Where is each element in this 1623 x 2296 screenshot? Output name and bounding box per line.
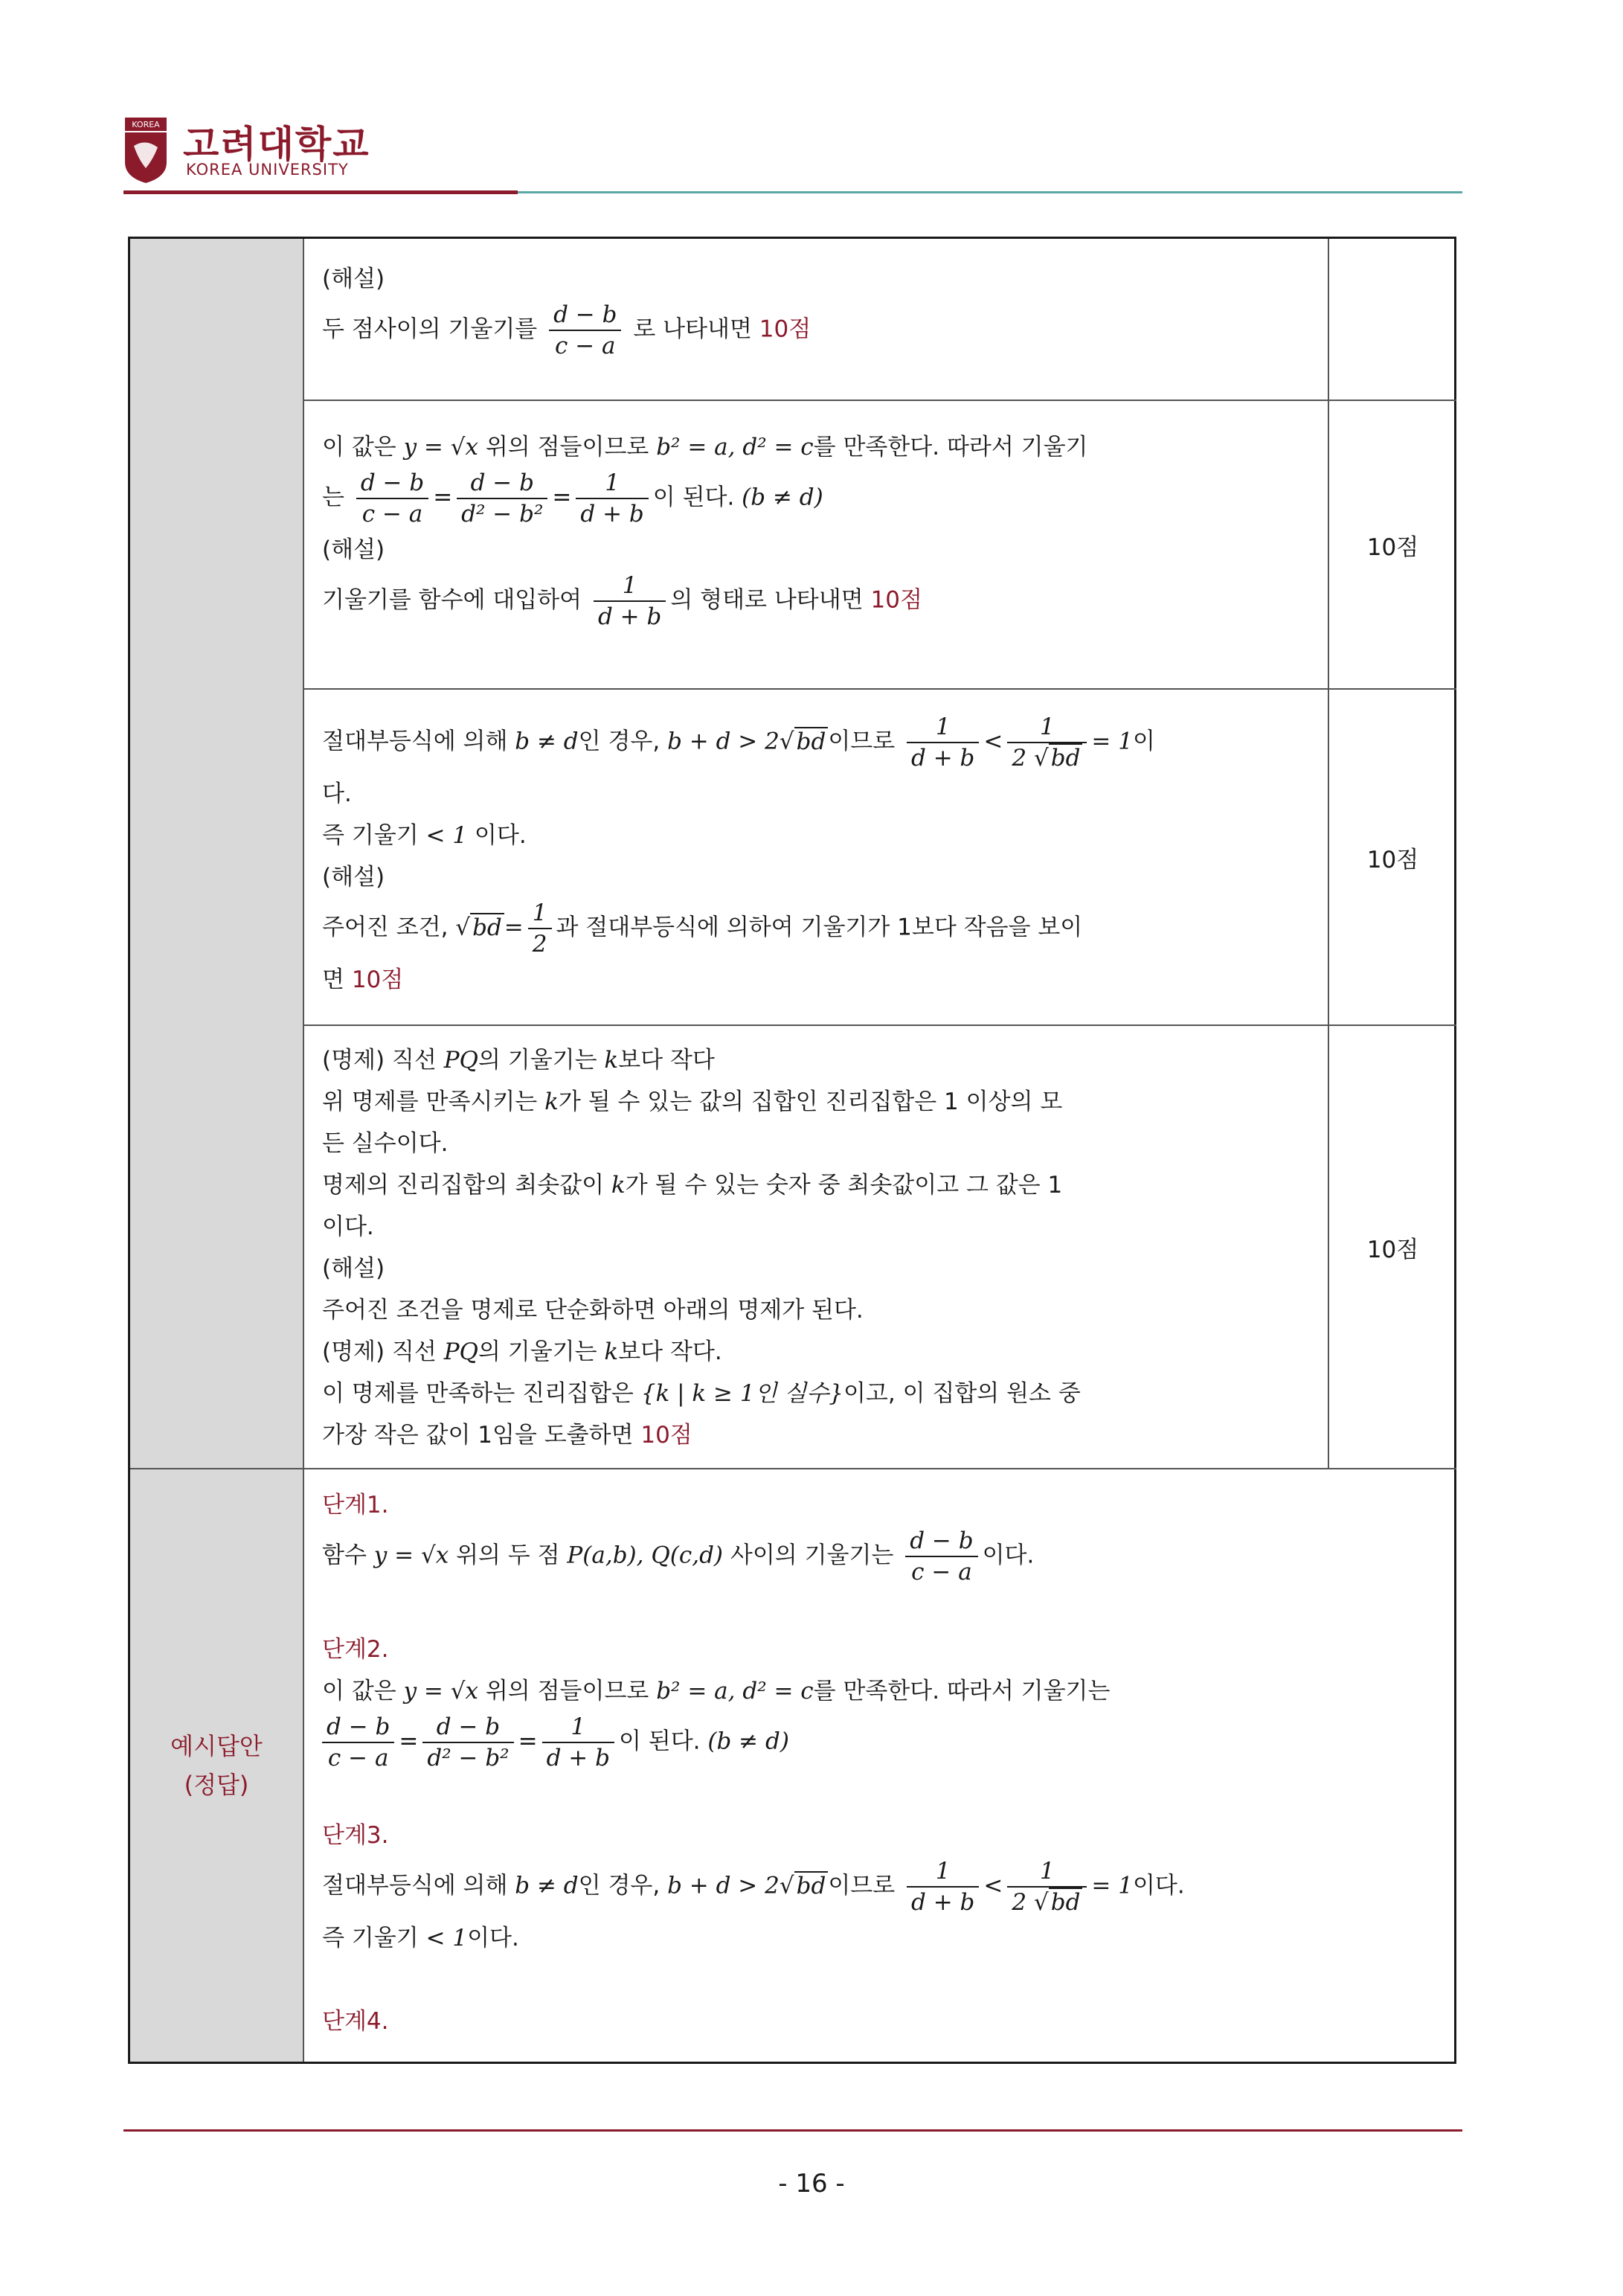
text: 이다. (982, 1542, 1035, 1569)
math: b² = a, d² = c (656, 1678, 814, 1705)
text: 이 된다. (652, 484, 735, 511)
math: y = √x (403, 434, 478, 461)
haeseol-label: (해설) (322, 266, 385, 292)
fraction: $\frac{1}{d + b}$ (907, 712, 979, 773)
math: {k | k ≥ 1인 실수} (640, 1380, 843, 1407)
points: 10점 (759, 315, 812, 343)
math: (b ≠ d) (707, 1728, 789, 1755)
math: b + d > 2 (667, 1872, 780, 1899)
logo-english-name: KOREA UNIVERSITY (186, 161, 349, 179)
points: 10점 (351, 966, 404, 993)
math: k (604, 1338, 619, 1365)
svg-text:KOREA: KOREA (132, 120, 160, 129)
step-label: 단계1. (322, 1492, 389, 1519)
math: = 1 (1091, 1872, 1133, 1899)
text: 위의 점들이므로 (485, 434, 649, 461)
text: 두 점사이의 기울기를 (322, 315, 538, 343)
fraction: $\frac{d - b}{c - a}$ (549, 300, 621, 361)
university-emblem-icon (123, 116, 168, 185)
text: 를 만족한다. 따라서 기울기는 (813, 1678, 1111, 1705)
score-cell: 10점 (1366, 1236, 1419, 1263)
score-cell (1329, 239, 1456, 400)
text: 면 (322, 966, 344, 993)
text: (명제) 직선 (322, 1047, 437, 1074)
page-number: - 16 - (778, 2169, 845, 2199)
text: 위의 점들이므로 (485, 1678, 649, 1705)
fraction: $\frac{1}{d + b}$ (907, 1856, 979, 1917)
side-label-line2: (정답) (184, 1771, 249, 1799)
text: 든 실수이다. (322, 1130, 449, 1157)
text: 이고, 이 집합의 원소 중 (843, 1380, 1081, 1407)
text: 를 만족한다. 따라서 기울기 (813, 434, 1088, 461)
text: 의 기울기는 (478, 1047, 597, 1074)
table-row (304, 239, 1456, 401)
text: 가 될 수 있는 값의 집합인 진리집합은 1 이상의 모 (558, 1088, 1063, 1115)
text: 의 형태로 나타내면 (670, 586, 864, 614)
math: b ≠ d (515, 728, 579, 755)
math: k (611, 1172, 626, 1199)
text: 이 값은 (322, 1678, 396, 1705)
math: b ≠ d (515, 1872, 579, 1899)
math: y = √x (403, 1678, 478, 1705)
footer-rule (123, 2129, 1462, 2132)
haeseol-label: (해설) (322, 864, 385, 891)
table-row: 이 값은 y = √x 위의 점들이므로 b² = a, d² = c를 만족한다. 따라서 기울기 는 $\frac{d - b}{c - a}$ = $\frac{d - b}{\text{d² − b²}}$ = $\frac{1}{d + b}$ 이 된다. (b ≠ d) (해설) 기울기를 함수에 대입하여 $\frac{1}{d + b}$ 의 형태로 나타내면 10점 10점 (304, 401, 1456, 690)
side-cell-answer (130, 1469, 304, 2062)
step-label: 단계3. (322, 1822, 389, 1849)
math: (b ≠ d) (742, 484, 823, 511)
text: 이 값은 (322, 434, 396, 461)
math: bd (470, 913, 504, 941)
fraction: $\frac{1}{2}$ (528, 898, 552, 959)
math: PQ (443, 1338, 478, 1365)
text: 즉 기울기 (322, 822, 419, 849)
side-cell-blank (130, 239, 304, 1469)
text: 이다. (467, 1925, 519, 1952)
text: 함수 (322, 1542, 367, 1569)
fraction: $\frac{1}{d + b}$ (542, 1712, 614, 1773)
haeseol-label: (해설) (322, 536, 385, 563)
text: 주어진 조건을 명제로 단순화하면 아래의 명제가 된다. (322, 1297, 864, 1324)
fraction: $\frac{d - b}{c - a}$ (905, 1526, 977, 1587)
math: k (544, 1088, 559, 1115)
text: 로 나타내면 (633, 315, 752, 343)
text: 인 경우, (578, 1872, 661, 1899)
math: k (604, 1047, 619, 1074)
math: bd (794, 727, 829, 755)
haeseol-label: (해설) (322, 1255, 385, 1282)
fraction: $\frac{d - b}{\text{d² − b²}}$ (457, 468, 547, 529)
math: = (504, 914, 524, 941)
math: < (983, 1872, 1003, 1899)
text: 이다. (1132, 1872, 1185, 1899)
math: y = √x (373, 1542, 449, 1569)
header-rule-teal (518, 191, 1462, 193)
math: < (983, 728, 1003, 755)
text: 보다 작다. (618, 1338, 722, 1365)
fraction: $\frac{1}{d + b}$ (576, 468, 648, 529)
text: 이므로 (828, 728, 896, 755)
step-label: 단계4. (322, 2008, 389, 2035)
table-row: 절대부등식에 의해 b ≠ d인 경우, b + d > 2√bd이므로 $\frac{1}{d + b}$ < $\frac{1}{2 √bd}$ = 1이 다. 즉 기울기 < 1 이다. (해설) 주어진 조건, √bd= $\frac{1}{2}$ 과 절대부등식에 의하여 기울기가 1보다 작음을 보이 면 10점 10점 (304, 690, 1456, 1026)
score-cell: 10점 (1366, 846, 1419, 873)
math: < 1 (425, 822, 468, 849)
fraction: $\frac{d - b}{\text{d² − b²}}$ (422, 1712, 513, 1773)
text: 명제의 진리집합의 최솟값이 (322, 1172, 605, 1199)
grading-table (128, 237, 1456, 2064)
step-label: 단계2. (322, 1636, 389, 1663)
fraction: $\frac{1}{2 √bd}$ (1007, 712, 1087, 773)
text: 이 명제를 만족하는 진리집합은 (322, 1380, 634, 1407)
table-row (304, 1026, 1456, 1469)
text: 위의 두 점 (456, 1542, 560, 1569)
text: 사이의 기울기는 (730, 1542, 894, 1569)
fraction: $\frac{d - b}{c - a}$ (322, 1712, 394, 1773)
text: 절대부등식에 의해 (322, 728, 508, 755)
text: 가장 작은 값이 1임을 도출하면 (322, 1422, 634, 1449)
text: 는 (322, 484, 344, 511)
text: 이 된다. (618, 1728, 701, 1755)
text: 기울기를 함수에 대입하여 (322, 586, 582, 614)
answer-cell: 단계1. 함수 y = √x 위의 두 점 P(a,b), Q(c,d) 사이의 기울기는 $\frac{d - b}{c - a}$ 이다. 단계2. 이 값은 y = √x 위의 점들이므로 b² = a, d² = c를 만족한다. 따라서 기울기는 $\frac{d - b}{c - a}$ = $\frac{d - b}{\text{d² − b²}}$ = $\frac{1}{d + b}$ 이 된다. (b ≠ d) 단계3. 절대부등식에 의해 b ≠ d인 경우, b + d > 2√bd이므로 $\frac{1}{d + b}$ < $\frac{1}{2 √bd}$ = 1이다. 즉 기울기 < 1이다. 단계4. (304, 1469, 1456, 2062)
text: 절대부등식에 의해 (322, 1872, 508, 1899)
text: 이다. (322, 1213, 374, 1240)
text: (명제) 직선 (322, 1338, 437, 1365)
text: 가 될 수 있는 숫자 중 최솟값이고 그 값은 1 (625, 1172, 1063, 1199)
math: = 1 (1091, 728, 1133, 755)
text: 다. (322, 780, 352, 807)
side-label-line1: 예시답안 (170, 1732, 263, 1760)
text: 위 명제를 만족시키는 (322, 1088, 538, 1115)
fraction: $\frac{1}{2 √bd}$ (1007, 1856, 1087, 1917)
logo-korean-name: 고려대학교 (183, 123, 370, 166)
math: P(a,b), Q(c,d) (567, 1542, 724, 1569)
text: 보다 작다 (618, 1047, 715, 1074)
page-header (123, 113, 1462, 195)
header-rule-red (123, 190, 518, 194)
text: 의 기울기는 (478, 1338, 597, 1365)
text: 인 경우, (578, 728, 661, 755)
text: 이 (1132, 728, 1155, 755)
math: b + d > 2 (667, 728, 780, 755)
points: 10점 (640, 1422, 692, 1449)
math: PQ (443, 1047, 478, 1074)
fraction: $\frac{d - b}{c - a}$ (356, 468, 428, 529)
math: bd (794, 1871, 829, 1899)
text: 이므로 (828, 1872, 896, 1899)
text: 주어진 조건, (322, 914, 449, 941)
score-cell: 10점 (1366, 533, 1419, 561)
text: 이다. (474, 822, 527, 849)
text: 즉 기울기 (322, 1925, 419, 1952)
math: b² = a, d² = c (656, 434, 814, 461)
math: < 1 (425, 1925, 468, 1952)
fraction: $\frac{1}{d + b}$ (594, 571, 666, 632)
text: 과 절대부등식에 의하여 기울기가 1보다 작음을 보이 (556, 914, 1083, 941)
points: 10점 (870, 586, 922, 614)
